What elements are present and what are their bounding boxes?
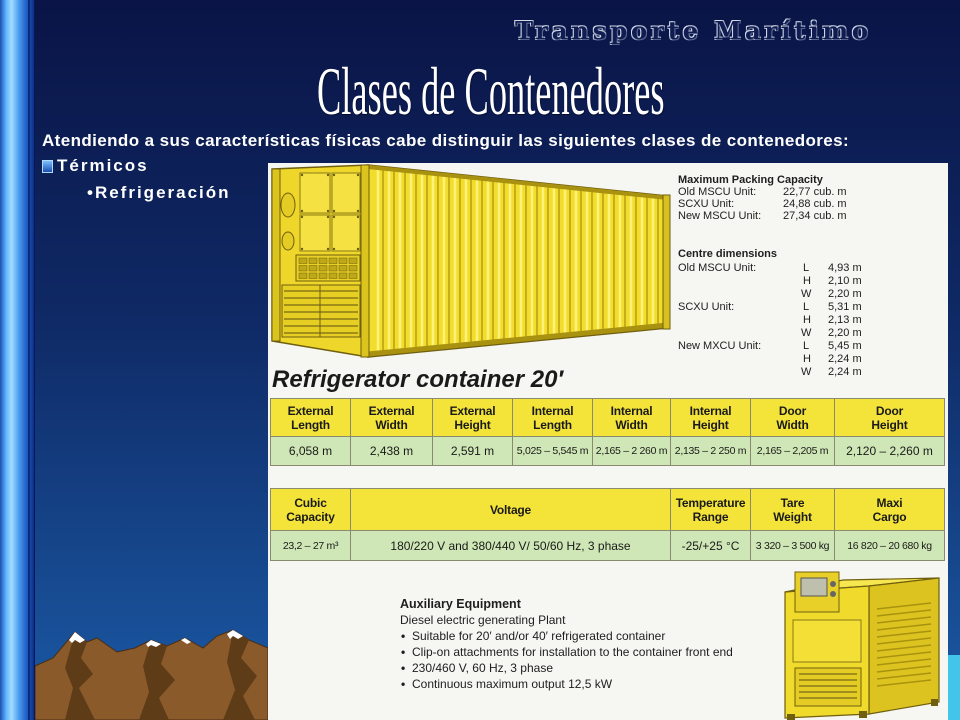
model-title: Refrigerator container 20′ [272,366,564,393]
packing-unit-value: 22,77 cub. m [783,186,847,198]
packing-capacity-heading: Maximum Packing Capacity [678,174,823,186]
vent-slot [329,266,337,272]
screw [327,216,329,218]
table-cell: 2,120 – 2,260 m [835,437,945,466]
dimension-value: 5,31 m [828,301,862,313]
packing-unit-label: Old MSCU Unit: [678,186,757,198]
generator-gauge [830,581,836,587]
vent-slot [309,273,317,279]
square-bullet-icon [42,160,53,173]
table-header-cell: Internal Length [513,399,593,437]
table-header-cell: External Length [271,399,351,437]
auxiliary-subheading: Diesel electric generating Plant [400,613,566,627]
generator-leg [787,714,795,720]
table-header-cell: Door Width [751,399,835,437]
dimension-axis: H [803,275,811,287]
table-cell: 180/220 V and 380/440 V/ 50/60 Hz, 3 phase [351,531,671,561]
generator-front-door [793,620,861,662]
screw [357,210,359,212]
table-cell: 2,438 m [351,437,433,466]
table-header-cell: Maxi Cargo [835,489,945,531]
centre-unit-label: SCXU Unit: [678,301,735,313]
table-cell: 3 320 – 3 500 kg [751,531,835,561]
generator-gauge [830,591,836,597]
table-cell: 2,165 – 2 260 m [593,437,671,466]
dimension-value: 2,10 m [828,275,862,287]
table-cell: 2,591 m [433,437,513,466]
intro-text: Atendiendo a sus características físicas cabe distinguir las siguientes clases de contenedores: [42,131,850,150]
container-illustration [268,163,672,363]
vent-slot [299,273,307,279]
table-header-cell: Voltage [351,489,671,531]
right-edge-accent [948,655,960,720]
screw [357,216,359,218]
mountains-decoration [35,618,268,720]
refrigerator-container-figure [268,163,948,720]
auxiliary-list [400,628,733,692]
centre-unit-label: Old MSCU Unit: [678,262,757,274]
table-cell: -25/+25 °C [671,531,751,561]
vent-slot [349,266,357,272]
screw [333,174,335,176]
screw [357,174,359,176]
table-header-cell: Door Height [835,399,945,437]
table-cell: 6,058 m [271,437,351,466]
refrigeration-unit-bars [284,291,358,333]
dimension-axis: W [801,327,812,339]
end-panel [332,215,360,251]
dimension-axis: H [803,314,811,326]
table-cell: 23,2 – 27 m³ [271,531,351,561]
dimension-axis: L [803,301,810,313]
table-row [271,531,945,561]
dimension-axis: W [801,288,812,300]
centre-dimensions-heading: Centre dimensions [678,248,778,260]
vent-slot [339,273,347,279]
dimension-value: 2,20 m [828,327,862,339]
container-corner-post [361,165,369,357]
dimension-axis: H [803,353,811,365]
dimension-value: 5,45 m [828,340,862,352]
screw [327,210,329,212]
slide-title: Clases de Contenedores [317,53,665,129]
end-port [281,193,295,217]
container-corner-post [272,169,280,341]
container-corner-post [663,195,670,329]
screw [301,248,303,250]
dimension-axis: L [803,262,810,274]
vent-slot [329,273,337,279]
dimension-value: 2,24 m [828,366,862,378]
generator-leg [931,699,938,706]
screw [333,210,335,212]
list-item: • Suitable for 20′ and/or 40′ refrigerated container [400,628,733,644]
screw [333,248,335,250]
end-panel [300,173,330,213]
brand-heading: Transporte Marítimo [515,16,872,45]
title-container [22,53,960,129]
list-item: • Continuous maximum output 12,5 kW [400,676,733,692]
specifications-table [270,488,945,561]
vent-slot [319,273,327,279]
table-header-cell: Internal Width [593,399,671,437]
dimensions-table [270,398,945,466]
screw [327,174,329,176]
vent-slot [319,258,327,264]
generator-control-panel [801,578,827,596]
table-header-cell: Cubic Capacity [271,489,351,531]
table-cell: 16 820 – 20 680 kg [835,531,945,561]
dimension-value: 2,20 m [828,288,862,300]
screw [357,248,359,250]
end-port [282,232,294,250]
vent-slot [349,258,357,264]
dimension-value: 2,13 m [828,314,862,326]
vent-slot [309,266,317,272]
vent-slot [319,266,327,272]
table-header-cell: External Width [351,399,433,437]
vent-slot [309,258,317,264]
screw [301,174,303,176]
auxiliary-heading: Auxiliary Equipment [400,597,521,611]
vent-slot [339,258,347,264]
vent-slot [329,258,337,264]
screw [301,216,303,218]
list-item: • Clip-on attachments for installation to the container front end [400,644,733,660]
table-header-row [271,489,945,531]
dimension-axis: W [801,366,812,378]
packing-unit-label: SCXU Unit: [678,198,735,210]
vent-slot [299,266,307,272]
screw [301,210,303,212]
table-cell: 2,165 – 2,205 m [751,437,835,466]
table-header-cell: External Height [433,399,513,437]
packing-unit-value: 24,88 cub. m [783,198,847,210]
screw [333,216,335,218]
table-cell: 2,135 – 2 250 m [671,437,751,466]
list-item: • 230/460 V, 60 Hz, 3 phase [400,660,733,676]
bullet-level1-text: Térmicos [57,156,149,175]
vent-slot [339,266,347,272]
generator-illustration [773,568,948,720]
end-panel [332,173,360,213]
dimension-axis: L [803,340,810,352]
table-header-cell: Tare Weight [751,489,835,531]
centre-unit-label: New MXCU Unit: [678,340,762,352]
bullet-level2-text: • Refrigeración [87,183,231,203]
table-header-cell: Internal Height [671,399,751,437]
packing-unit-label: New MSCU Unit: [678,210,762,222]
dimension-value: 4,93 m [828,262,862,274]
dimension-value: 2,24 m [828,353,862,365]
table-header-row [271,399,945,437]
end-panel [300,215,330,251]
auxiliary-equipment-block [400,596,733,692]
refrigeration-unit [282,285,360,337]
screw [327,248,329,250]
packing-unit-value: 27,34 cub. m [783,210,847,222]
vent-slot [349,273,357,279]
table-cell: 5,025 – 5,545 m [513,437,593,466]
generator-leg [859,711,867,718]
vent-slot [299,258,307,264]
table-header-cell: Temperature Range [671,489,751,531]
table-row [271,437,945,466]
